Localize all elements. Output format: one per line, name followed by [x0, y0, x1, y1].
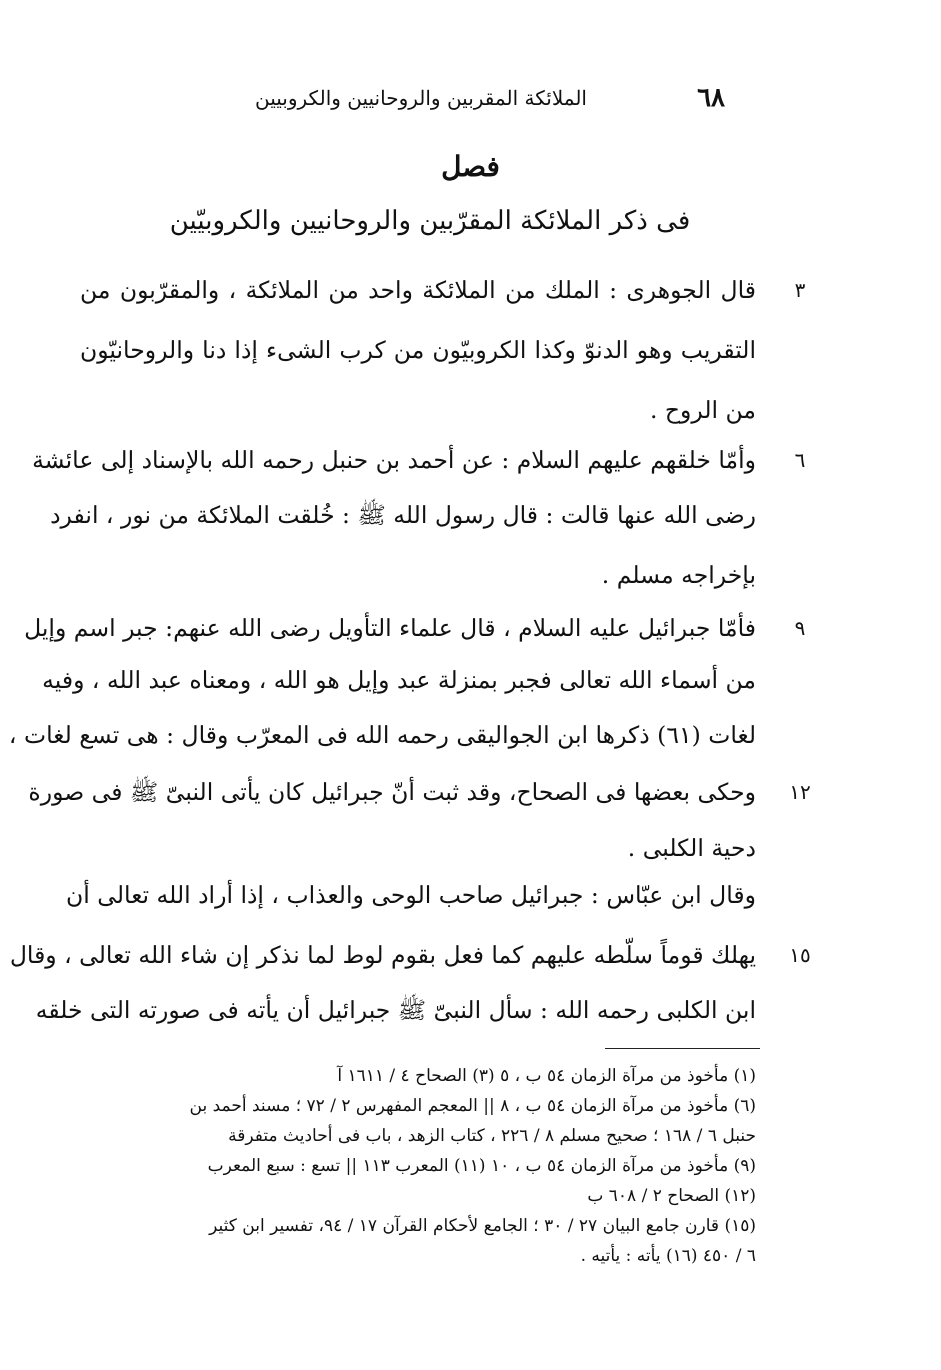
body-line: من الروح . [649, 396, 756, 424]
line-number: ٩ [794, 616, 806, 640]
body-line: بإخراجه مسلم . [601, 561, 756, 589]
body-line: فأمّا جبرائيل عليه السلام ، قال علماء التأويل رضى الله عنهم: جبر اسم وإيل [24, 614, 756, 642]
footnote-line: (١) مأخوذ من مرآة الزمان ٥٤ ب ، ٥ (٣) الصحاح ٤ / ١٦١١ آ [337, 1066, 756, 1086]
footnote-line: (٩) مأخوذ من مرآة الزمان ٥٤ ب ، ١٠ (١١) المعرب ١١٣ || تسع : سبع المعرب [207, 1156, 756, 1176]
section-heading: فصل [441, 150, 500, 183]
body-line: ابن الكلبى رحمه الله : سأل النبىّ ﷺ جبرائيل أن يأته فى صورته التى خلقه [35, 996, 756, 1024]
line-number: ١٢ [789, 780, 811, 804]
body-line: من أسماء الله تعالى فجبر بمنزلة عبد وإيل هو الله ، ومعناه عبد الله ، وفيه [42, 666, 756, 694]
body-line: لغات (٦١) ذكرها ابن الجواليقى رحمه الله فى المعرّب وقال : هى تسع لغات ، [8, 721, 756, 749]
line-number: ٦ [794, 448, 806, 472]
page-number: ٦٨ [697, 83, 725, 113]
footnote-line: ٦ / ٤٥٠ (١٦) يأته : يأتيه . [580, 1246, 756, 1266]
body-line: التقريب وهو الدنوّ وكذا الكروبيّون من كرب الشىء إذا دنا والروحانيّون [80, 336, 756, 364]
footnote-line: حنبل ٦ / ١٦٨ ؛ صحيح مسلم ٨ / ٢٢٦ ، كتاب الزهد ، باب فى أحاديث متفرقة [228, 1126, 756, 1146]
footnote-divider [605, 1048, 760, 1049]
body-line: رضى الله عنها قالت : قال رسول الله ﷺ : خُلقت الملائكة من نور ، انفرد [50, 501, 756, 529]
section-subheading: فى ذكر الملائكة المقرّبين والروحانيين والكروبيّين [169, 206, 691, 236]
line-number: ٣ [794, 278, 806, 302]
running-head: الملائكة المقربين والروحانيين والكروبيين [255, 86, 587, 110]
body-line: وحكى بعضها فى الصحاح، وقد ثبت أنّ جبرائيل كان يأتى النبىّ ﷺ فى صورة [28, 778, 756, 806]
footnote-line: (٦) مأخوذ من مرآة الزمان ٥٤ ب ، ٨ || المعجم المفهرس ٢ / ٧٢ ؛ مسند أحمد بن [189, 1096, 756, 1116]
line-number: ١٥ [789, 943, 811, 967]
body-line: قال الجوهرى : الملك من الملائكة واحد من الملائكة ، والمقرّبون من [80, 276, 756, 304]
page-header [255, 78, 725, 118]
body-line: وأمّا خلقهم عليهم السلام : عن أحمد بن حنبل رحمه الله بالإسناد إلى عائشة [32, 446, 756, 474]
body-line: وقال ابن عبّاس : جبرائيل صاحب الوحى والعذاب ، إذا أراد الله تعالى أن [66, 881, 756, 909]
footnote-line: (١٢) الصحاح ٢ / ٦٠٨ ب [587, 1186, 756, 1206]
footnote-line: (١٥) قارن جامع البيان ٢٧ / ٣٠ ؛ الجامع لأحكام القرآن ١٧ / ٩٤، تفسير ابن كثير [209, 1216, 756, 1236]
body-line: يهلك قوماً سلّطه عليهم كما فعل بقوم لوط لما نذكر إن شاء الله تعالى ، وقال [9, 941, 756, 969]
body-line: دحية الكلبى . [627, 834, 756, 862]
